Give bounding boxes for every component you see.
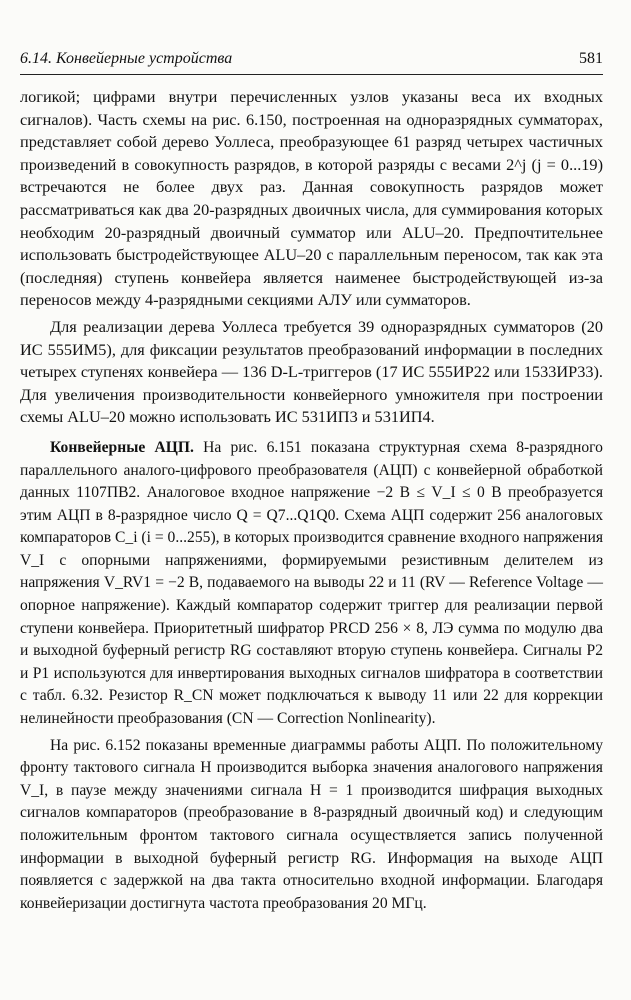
paragraph-2: Для реализации дерева Уоллеса требуется 39 одноразрядных сумматоров (20 ИС 555ИМ5), для фиксации результатов преобразований информации в последних четырех ступенях конвейера — 136 D-L-триггеров (17 ИС 555ИР22 или 1533ИР33). Для увеличения производительности конвейерного умножителя при построении схемы ALU–20 можно использовать ИС 531ИП3 и 531ИП4.: [20, 316, 603, 427]
running-header: [20, 44, 603, 75]
body-text: [20, 86, 603, 915]
section-title: 6.14. Конвейерные устройства: [20, 50, 233, 67]
section-paragraph: [20, 437, 603, 731]
page-number: 581: [579, 50, 603, 67]
paragraph-1: логикой; цифрами внутри перечисленных узлов указаны веса их входных сигналов). Часть схемы на рис. 6.150, построенная на одноразрядных сумматорах, представляет собой дерево Уоллеса, преобразующее 61 разряд четырех частичных произведений в совокупность разрядов, в которой разряды с весами 2^j (j = 0...19) встречаются не более двух раз. Данная совокупность разрядов может рассматриваться как два 20-разрядных двоичных числа, для суммирования которых необходим 20-разрядный двоичный сумматор или ALU–20. Предпочтительнее использовать быстродействующее ALU–20 с параллельным переносом, так как эта (последняя) ступень конвейера является наименее быстродействующей из-за переносов между 4-разрядными секциями АЛУ или сумматоров.: [20, 87, 603, 310]
section-heading: Конвейерные АЦП.: [50, 438, 194, 456]
section-text: На рис. 6.151 показана структурная схема 8-разрядного параллельного аналого-цифрового преобразователя (АЦП) с конвейерной обработкой данных 1107ПВ2. Аналоговое входное напряжение −2 В ≤ V_I ≤ 0 В преобразуется этим АЦП в 8-разрядное число Q = Q7...Q1Q0. Схема АЦП содержит 256 аналоговых компараторов C_i (i = 0...255), в которых производится сравнение входного напряжения V_I с опорными напряжениями, формируемыми резистивным делителем из напряжения V_RV1 = −2 В, подаваемого на выводы 22 и 11 (RV — Reference Voltage — опорное напряжение). Каждый компаратор содержит триггер для реализации первой ступени конвейера. Приоритетный шифратор PRCD 256 × 8, ЛЭ сумма по модулю два и выходной буферный регистр RG составляют вторую ступень конвейера. Сигналы P2 и P1 используются для инвертирования выходных сигналов шифратора в соответствии с табл. 6.32. Резистор R_CN может подключаться к выводу 11 или 22 для коррекции нелинейности преобразования (CN — Correction Nonlinearity).: [20, 438, 603, 728]
paragraph-last: На рис. 6.152 показаны временные диаграммы работы АЦП. По положительному фронту тактового сигнала H производится выборка значения аналогового напряжения V_I, в паузе между значениями сигнала H = 1 производится шифрация выходных сигналов компараторов (преобразование в 8-разрядный двоичный код) и следующим положительным фронтом тактового сигнала осуществляется запись полученной информации в выходной буферный регистр RG. Информация на выходе АЦП появляется с задержкой на два такта относительно входной информации. Благодаря конвейеризации достигнута частота преобразования 20 МГц.: [20, 736, 603, 912]
